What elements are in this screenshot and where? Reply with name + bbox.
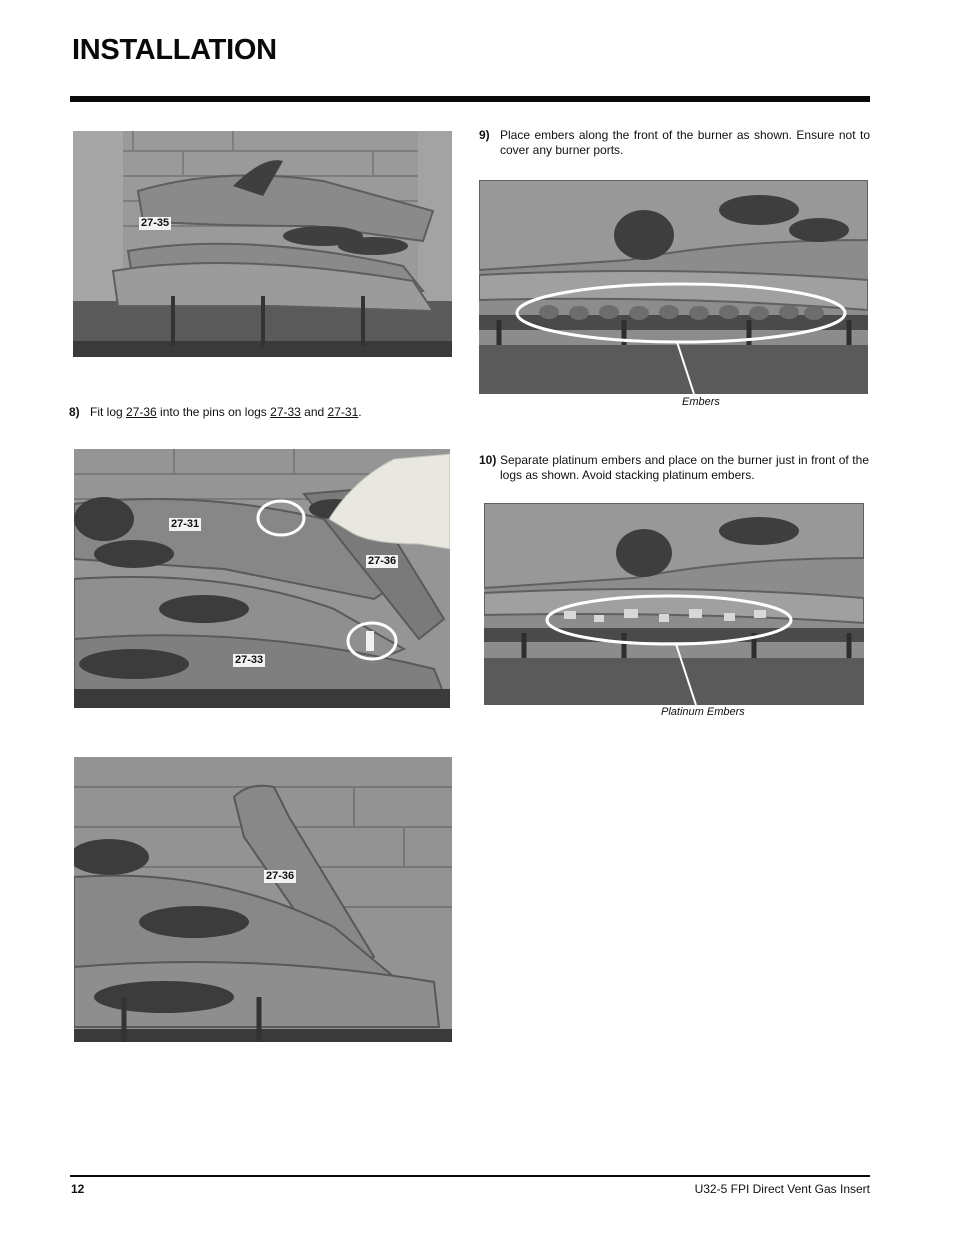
embers-caption: Embers bbox=[682, 396, 720, 408]
photo2-label-27-36: 27-36 bbox=[368, 555, 397, 567]
embers-photo-illustration bbox=[479, 180, 868, 394]
log-photo-illustration bbox=[74, 449, 450, 708]
log-photo-illustration bbox=[74, 757, 452, 1042]
step-9 bbox=[479, 128, 870, 158]
step-9-text: Place embers along the front of the burner as shown. Ensure not to cover any burner ports. bbox=[500, 128, 870, 157]
photo-embers bbox=[479, 180, 868, 394]
photo1-label: 27-35 bbox=[141, 217, 170, 229]
photo2-label-27-31: 27-31 bbox=[171, 518, 200, 530]
step-8-number: 8) bbox=[69, 405, 80, 419]
step-8-mid: into the pins on logs bbox=[156, 405, 271, 419]
platinum-embers-caption: Platinum Embers bbox=[661, 706, 745, 718]
step-8-log-b: 27-33 bbox=[270, 405, 301, 419]
step-8-prefix: Fit log bbox=[90, 405, 127, 419]
page-number: 12 bbox=[71, 1182, 85, 1196]
step-8-and: and bbox=[300, 405, 328, 419]
step-8 bbox=[69, 405, 449, 420]
log-photo-illustration bbox=[73, 131, 452, 357]
step-8-suffix: . bbox=[358, 405, 362, 419]
step-10 bbox=[479, 453, 869, 483]
page-title: INSTALLATION bbox=[72, 34, 277, 66]
step-9-number: 9) bbox=[479, 128, 490, 142]
platinum-embers-photo-illustration bbox=[484, 503, 864, 705]
photo-platinum-embers bbox=[484, 503, 864, 705]
photo-log-27-35 bbox=[73, 131, 452, 357]
header-rule bbox=[70, 96, 870, 102]
step-10-text: Separate platinum embers and place on the burner just in front of the logs as shown. Avoid stacking platinum embers. bbox=[500, 453, 869, 482]
step-10-number: 10) bbox=[479, 453, 497, 467]
photo2-label-27-33: 27-33 bbox=[235, 654, 264, 666]
document-title: U32-5 FPI Direct Vent Gas Insert bbox=[694, 1182, 870, 1196]
step-8-text bbox=[69, 405, 449, 420]
step-8-log-c: 27-31 bbox=[327, 405, 359, 419]
photo-fitting-27-36 bbox=[74, 449, 450, 708]
step-8-log-a: 27-36 bbox=[126, 405, 157, 419]
footer-rule bbox=[70, 1175, 870, 1177]
photo3-label-27-36: 27-36 bbox=[266, 870, 295, 882]
photo-placed-27-36 bbox=[74, 757, 452, 1042]
